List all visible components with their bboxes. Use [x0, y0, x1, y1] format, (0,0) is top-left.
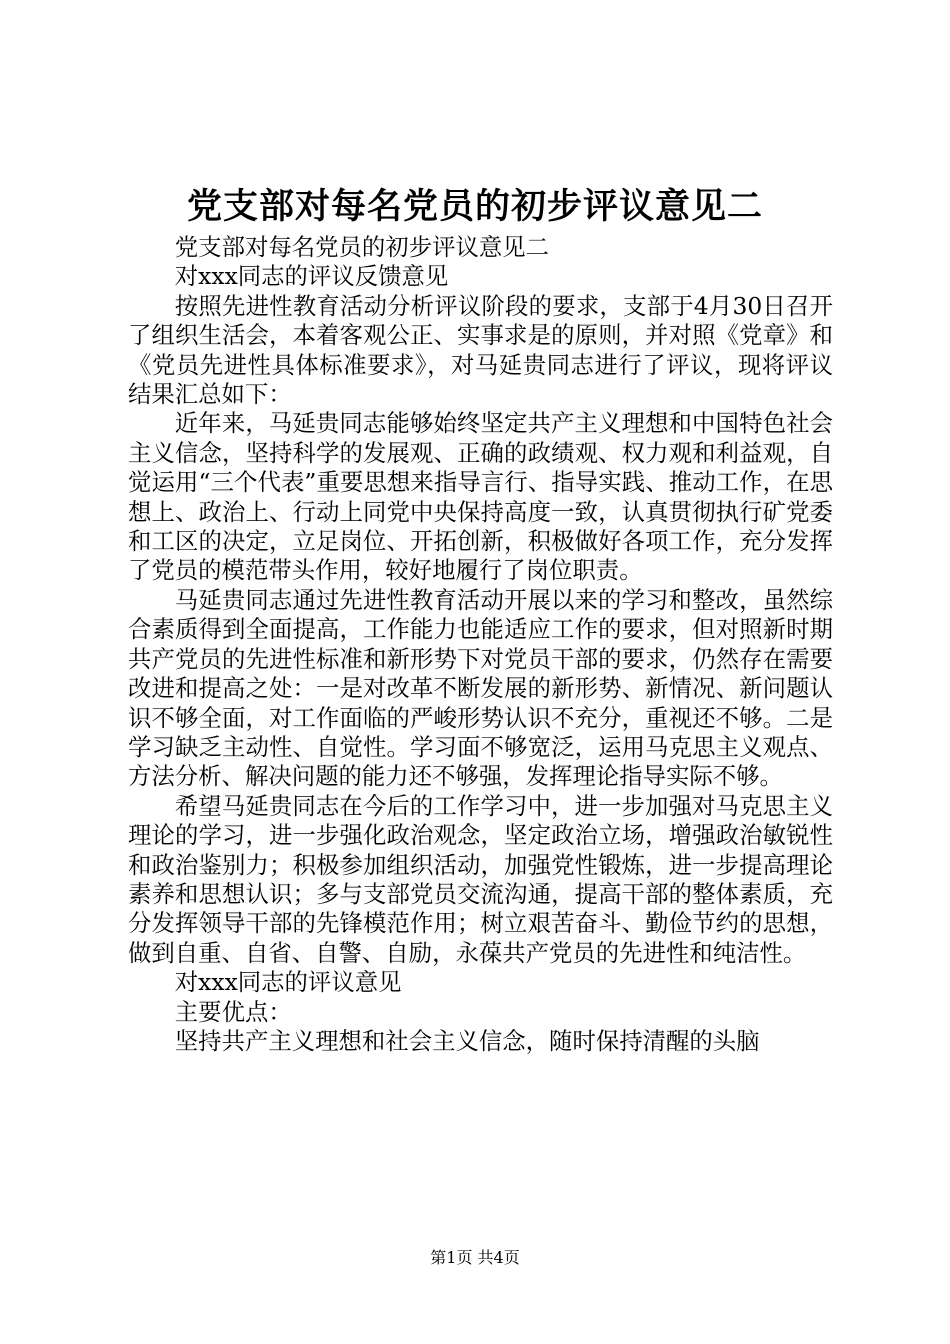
page-number-footer: 第1页 共4页	[430, 1248, 520, 1267]
paragraph-subtitle: 党支部对每名党员的初步评议意见二	[174, 233, 550, 261]
paragraph-feedback-heading: 对xxx同志的评议反馈意见	[174, 262, 449, 291]
paragraph-introduction: 按照先进性教育活动分析评议阶段的要求，支部于4月30日召开了组织生活会，本着客观公正、实事求是的原则，并对照《党章》和《党员先进性具体标准要求》，对马延贵同志进行了评议，现将评议结果汇总如下：	[128, 291, 833, 409]
paragraph-main-merits-text: 坚持共产主义理想和社会主义信念，随时保持清醒的头脑	[174, 1026, 760, 1055]
document-title: 党支部对每名党员的初步评议意见二	[186, 186, 763, 227]
paragraph-strengths: 近年来，马延贵同志能够始终坚定共产主义理想和中国特色社会主义信念，坚持科学的发展观、正确的政绩观、权力观和利益观，自觉运用“三个代表”重要思想来指导言行、指导实践、推动工作，在思想上、政治上、行动上同党中央保持高度一致，认真贯彻执行矿党委和工区的决定，立足岗位、开拓创新，积极做好各项工作，充分发挥了党员的模范带头作用，较好地履行了岗位职责。	[128, 409, 833, 585]
paragraph-main-merits-heading: 主要优点：	[174, 997, 292, 1026]
paragraph-improvements: 马延贵同志通过先进性教育活动开展以来的学习和整改，虽然综合素质得到全面提高，工作能力也能适应工作的要求，但对照新时期共产党员的先进性标准和新形势下对党员干部的要求，仍然存在需要改进和提高之处：一是对改革不断发展的新形势、新情况、新问题认识不够全面，对工作面临的严峻形势认识不充分，重视还不够。二是学习缺乏主动性、自觉性。学习面不够宽泛，运用马克思主义观点、方法分析、解决问题的能力还不够强，发挥理论指导实际不够。	[128, 585, 833, 791]
paragraph-expectations: 希望马延贵同志在今后的工作学习中，进一步加强对马克思主义理论的学习，进一步强化政治观念，坚定政治立场，增强政治敏锐性和政治鉴别力；积极参加组织活动，加强党性锻炼，进一步提高理论素养和思想认识；多与支部党员交流沟通，提高干部的整体素质，充分发挥领导干部的先锋模范作用；树立艰苦奋斗、勤俭节约的思想，做到自重、自省、自警、自励，永葆共产党员的先进性和纯洁性。	[128, 791, 833, 967]
document-body	[128, 233, 833, 1056]
paragraph-opinion-heading: 对xxx同志的评议意见	[174, 968, 402, 997]
